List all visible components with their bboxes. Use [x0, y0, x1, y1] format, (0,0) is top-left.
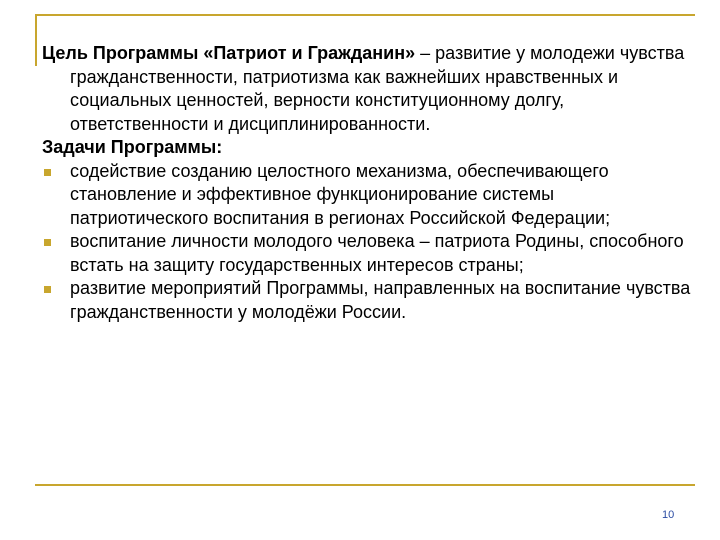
tasks-heading: Задачи Программы: — [42, 137, 223, 157]
slide-content — [42, 42, 692, 324]
task-text: развитие мероприятий Программы, направленных на воспитание чувства гражданственности у молодёжи России. — [70, 278, 691, 322]
left-corner-rule — [35, 14, 37, 66]
program-goal — [42, 42, 692, 136]
page-number: 10 — [662, 509, 675, 521]
task-item — [42, 230, 692, 277]
tasks-list — [42, 160, 692, 325]
top-rule — [35, 14, 695, 16]
task-item — [42, 277, 692, 324]
task-text: воспитание личности молодого человека – патриота Родины, способного встать на защиту государственных интересов страны; — [70, 231, 684, 275]
square-bullet-icon — [44, 286, 51, 293]
task-text: содействие созданию целостного механизма, обеспечивающего становление и эффективное функционирование системы патриотического воспитания в регионах Российской Федерации; — [70, 160, 611, 228]
bottom-rule — [35, 484, 695, 486]
program-goal-text: – развитие у молодежи чувства гражданственности, патриотизма как важнейших нравственных и социальных ценностей, верности конституционному долгу, ответственности и дисциплинированности. — [70, 43, 685, 134]
square-bullet-icon — [44, 169, 51, 176]
square-bullet-icon — [44, 239, 51, 246]
task-item — [42, 160, 692, 231]
program-goal-lead: Цель Программы «Патриот и Гражданин» — [42, 43, 416, 63]
